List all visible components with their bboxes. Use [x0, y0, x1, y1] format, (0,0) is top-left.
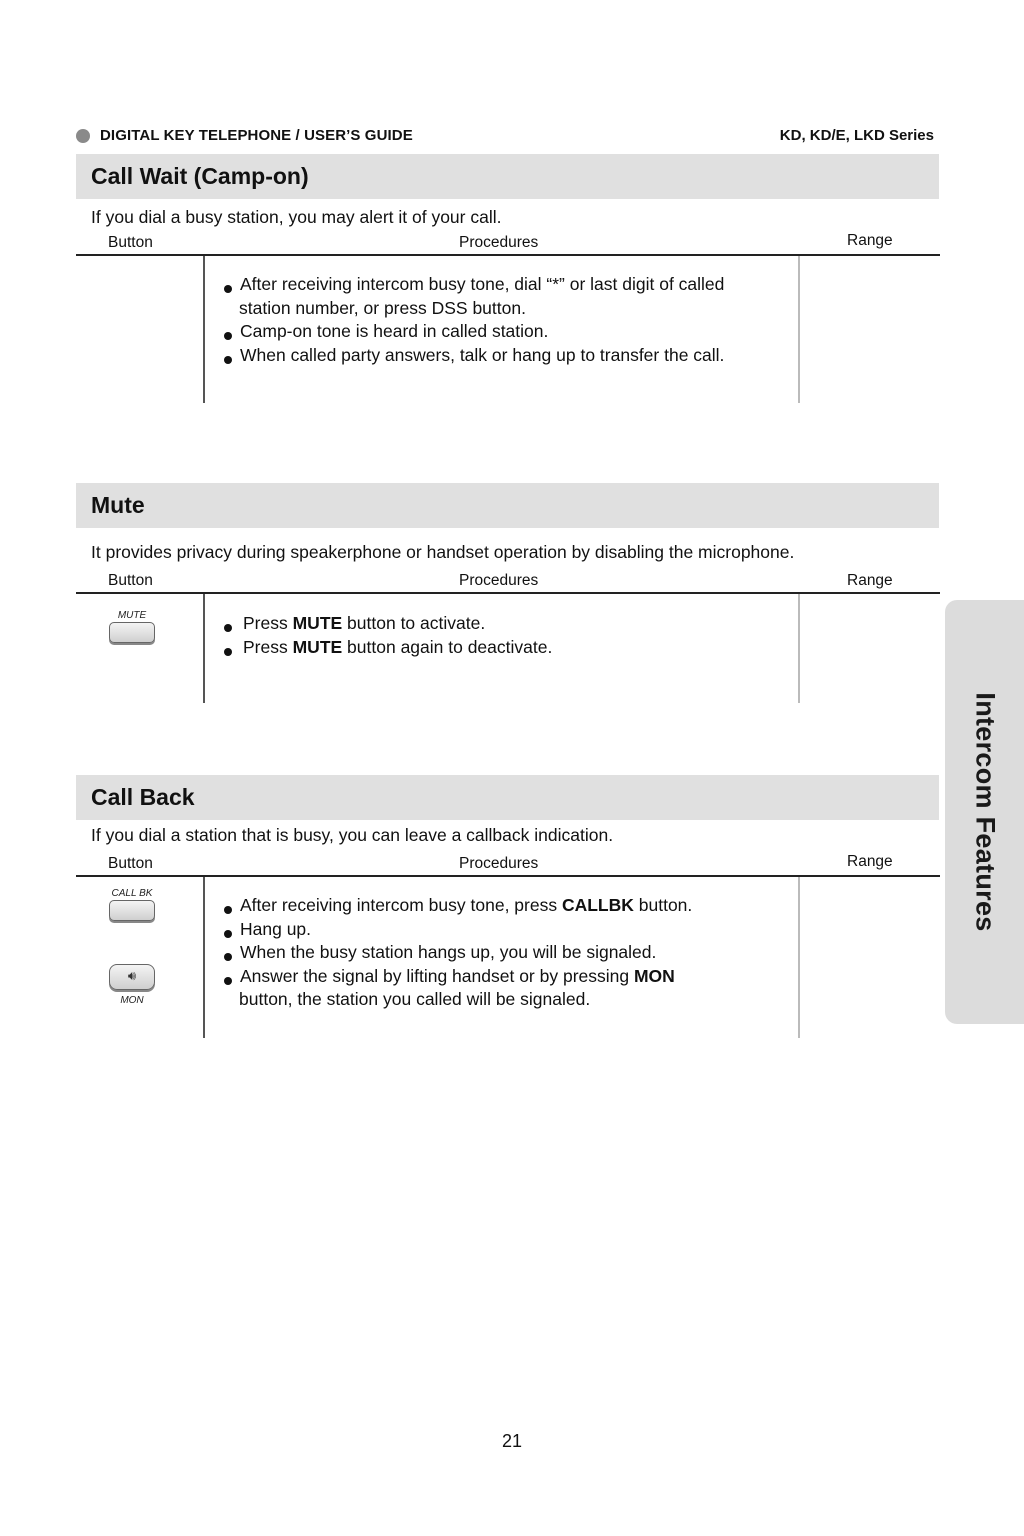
chapter-side-tab-label: Intercom Features [970, 692, 1001, 932]
page-number: 21 [501, 1431, 523, 1451]
section-intro: If you dial a station that is busy, you can leave a callback indication. [91, 825, 614, 845]
column-header-range: Range [847, 853, 893, 870]
section-intro: If you dial a busy station, you may alert it of your call. [91, 207, 502, 227]
table-rule [76, 592, 940, 594]
column-divider [203, 256, 205, 403]
column-divider [798, 594, 800, 703]
callback-key-icon [109, 900, 155, 921]
table-rule [76, 875, 940, 877]
section-title-bar [76, 775, 939, 820]
procedure-item: Press MUTE button to activate. [222, 612, 552, 636]
monitor-key-icon [109, 964, 155, 990]
key-label: MON [120, 995, 144, 1006]
callback-button [100, 888, 164, 921]
monitor-button [100, 963, 164, 1006]
section-title-bar [76, 483, 939, 528]
procedure-item: Answer the signal by lifting handset or by pressing MON [222, 965, 692, 989]
table-rule [76, 254, 940, 256]
procedure-item: Hang up. [222, 918, 692, 942]
procedure-list [222, 612, 552, 659]
column-divider [203, 594, 205, 703]
speaker-icon: 🔊︎ [127, 968, 137, 983]
procedure-list [222, 273, 724, 367]
procedure-list [222, 894, 692, 1012]
column-header-procedures: Procedures [459, 855, 539, 872]
column-header-range: Range [847, 572, 893, 589]
column-header-button: Button [108, 572, 153, 589]
column-header-procedures: Procedures [459, 234, 539, 251]
procedure-item: When the busy station hangs up, you will be signaled. [222, 941, 692, 965]
section-intro: It provides privacy during speakerphone or handset operation by disabling the microphone. [91, 542, 795, 562]
column-header-range: Range [847, 232, 893, 249]
column-header-procedures: Procedures [459, 572, 539, 589]
column-divider [798, 256, 800, 403]
mute-key-icon [109, 622, 155, 643]
column-header-button: Button [108, 855, 153, 872]
section-title-bar [76, 154, 939, 199]
guide-title: DIGITAL KEY TELEPHONE / USER’S GUIDE [100, 127, 413, 144]
procedure-item: After receiving intercom busy tone, press CALLBK button. [222, 894, 692, 918]
key-label: CALL BK [111, 888, 153, 899]
column-header-button: Button [108, 234, 153, 251]
column-divider [203, 877, 205, 1038]
section-title: Mute [91, 492, 145, 518]
procedure-item: button, the station you called will be signaled. [239, 989, 591, 1009]
procedure-item: Press MUTE button again to deactivate. [222, 636, 552, 660]
section-title: Call Back [91, 784, 195, 810]
procedure-item: After receiving intercom busy tone, dial “*” or last digit of called [222, 273, 724, 297]
header-bullet-icon [76, 129, 90, 143]
key-label: MUTE [117, 610, 147, 621]
series-label: KD, KD/E, LKD Series [779, 127, 934, 144]
procedure-item: Camp-on tone is heard in called station. [222, 320, 724, 344]
mute-button [100, 610, 164, 643]
column-divider [798, 877, 800, 1038]
procedure-item: When called party answers, talk or hang up to transfer the call. [222, 344, 724, 368]
chapter-side-tab [945, 600, 1024, 1024]
section-title: Call Wait (Camp-on) [91, 163, 309, 189]
procedure-item: station number, or press DSS button. [239, 297, 526, 318]
